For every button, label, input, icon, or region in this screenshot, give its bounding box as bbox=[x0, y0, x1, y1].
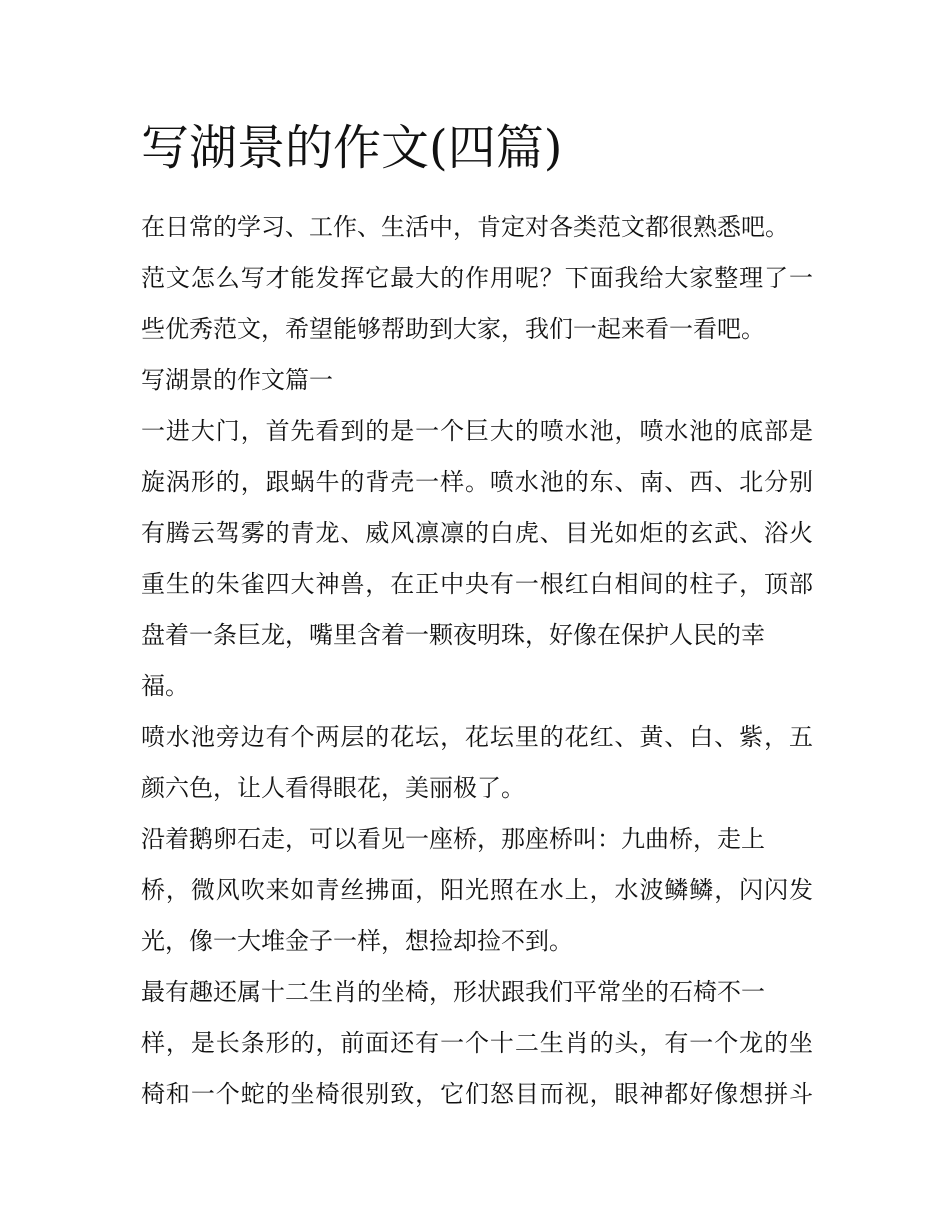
text-line: 福。 bbox=[141, 672, 189, 700]
text-line: 喷水池旁边有个两层的花坛，花坛里的花红、黄、白、紫，五 bbox=[141, 723, 813, 751]
text-line: 椅和一个蛇的坐椅很别致，它们怒目而视，眼神都好像想拼斗 bbox=[141, 1080, 813, 1108]
text-line: 些优秀范文，希望能够帮助到大家，我们一起来看一看吧。 bbox=[141, 315, 765, 343]
section-heading: 写湖景的作文篇一 bbox=[141, 366, 333, 394]
text-line: 盘着一条巨龙，嘴里含着一颗夜明珠，好像在保护人民的幸 bbox=[141, 621, 765, 649]
text-line: 最有趣还属十二生肖的坐椅，形状跟我们平常坐的石椅不一 bbox=[141, 978, 765, 1006]
text-line: 颜六色，让人看得眼花，美丽极了。 bbox=[141, 774, 525, 802]
document-content bbox=[141, 112, 813, 1120]
text-line: 有腾云驾雾的青龙、威风凛凛的白虎、目光如炬的玄武、浴火 bbox=[141, 519, 813, 547]
text-line: 在日常的学习、工作、生活中，肯定对各类范文都很熟悉吧。 bbox=[141, 213, 789, 241]
text-line: 范文怎么写才能发挥它最大的作用呢？下面我给大家整理了一 bbox=[141, 264, 813, 292]
text-line: 光，像一大堆金子一样，想捡却捡不到。 bbox=[141, 927, 573, 955]
text-line: 沿着鹅卵石走，可以看见一座桥，那座桥叫：九曲桥，走上 bbox=[141, 825, 765, 853]
text-line: 重生的朱雀四大神兽，在正中央有一根红白相间的柱子，顶部 bbox=[141, 570, 813, 598]
document-title: 写湖景的作文(四篇) bbox=[141, 120, 563, 176]
document-body bbox=[141, 202, 813, 1120]
text-line: 样，是长条形的，前面还有一个十二生肖的头，有一个龙的坐 bbox=[141, 1029, 813, 1057]
text-line: 桥，微风吹来如青丝拂面，阳光照在水上，水波鳞鳞，闪闪发 bbox=[141, 876, 813, 904]
text-line: 一进大门，首先看到的是一个巨大的喷水池，喷水池的底部是 bbox=[141, 417, 813, 445]
text-line: 旋涡形的，跟蜗牛的背壳一样。喷水池的东、南、西、北分别 bbox=[141, 468, 813, 496]
